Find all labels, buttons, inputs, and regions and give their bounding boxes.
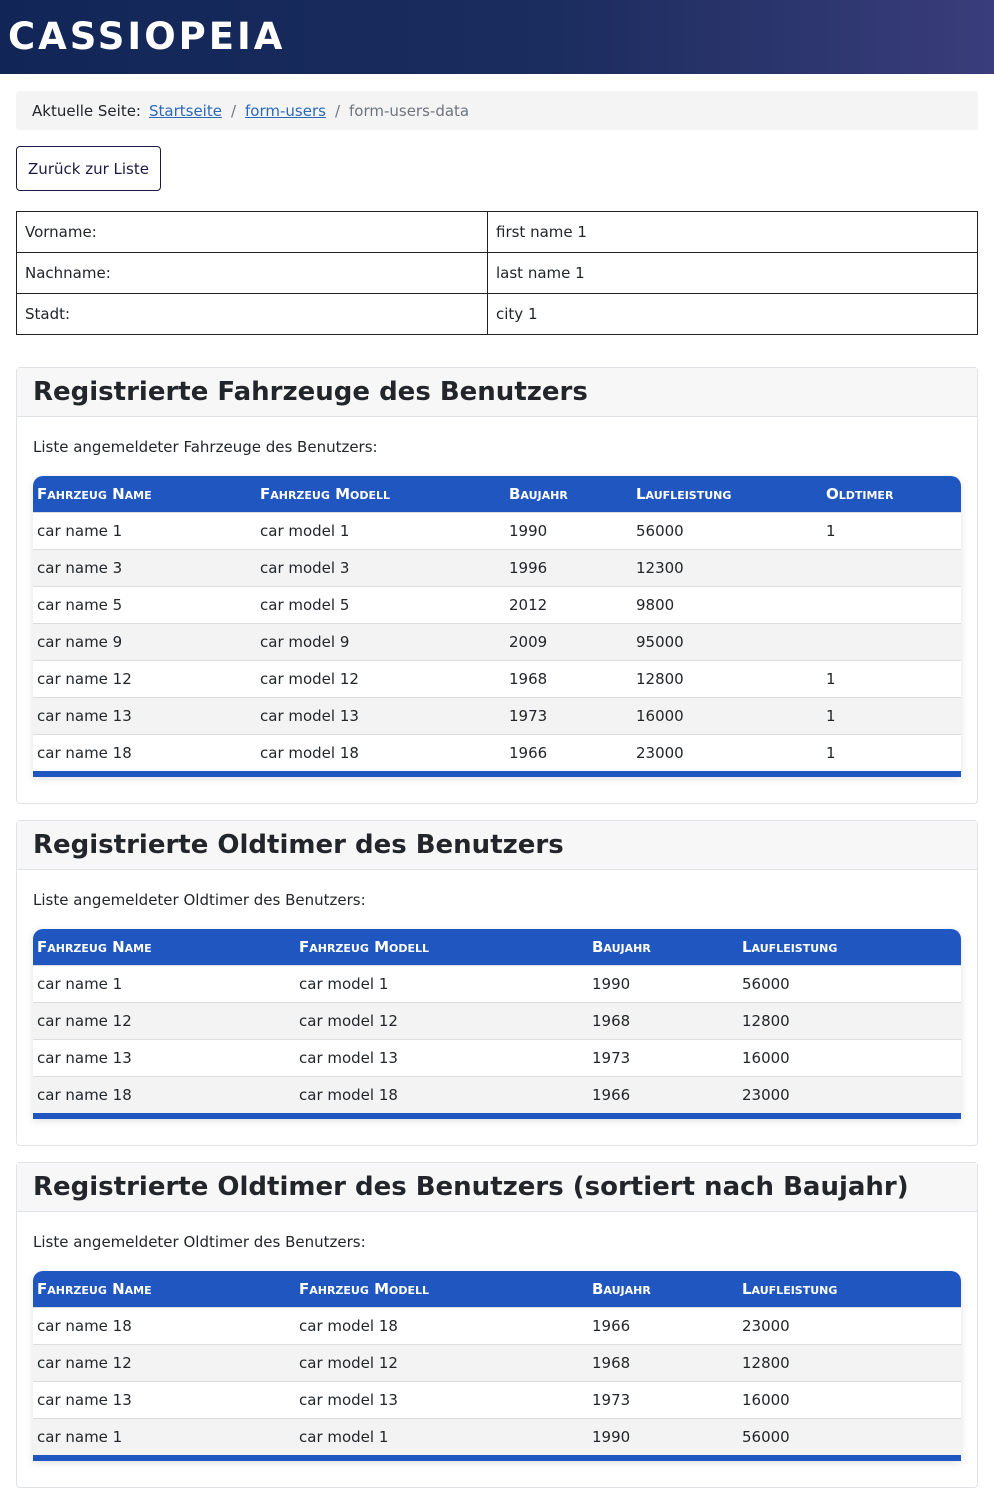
table-cell: car model 13 (295, 1381, 588, 1418)
breadcrumb-label: Aktuelle Seite: (32, 101, 141, 120)
site-header (0, 0, 994, 74)
table-cell: car name 13 (33, 1381, 295, 1418)
user-info-row (17, 212, 978, 253)
card-description: Liste angemeldeter Oldtimer des Benutzers: (33, 891, 366, 909)
table-cell: car name 18 (33, 1307, 295, 1344)
table-cell: 1968 (588, 1002, 738, 1039)
user-info-key: Nachname: (17, 253, 488, 294)
oldtimer-table (33, 929, 961, 1113)
table-cell: 12800 (632, 660, 822, 697)
table-cell: car model 13 (256, 697, 505, 734)
table-row (33, 1381, 961, 1418)
table-cell: car name 18 (33, 734, 256, 771)
column-header: Baujahr (588, 1271, 738, 1307)
table-row (33, 660, 961, 697)
table-row (33, 586, 961, 623)
table-cell: car name 12 (33, 1344, 295, 1381)
card-description: Liste angemeldeter Fahrzeuge des Benutzers: (33, 438, 378, 456)
table-cell (822, 586, 961, 623)
table-cell: car name 5 (33, 586, 256, 623)
table-cell: car model 1 (256, 512, 505, 549)
column-header: Baujahr (505, 476, 632, 512)
table-cell: car model 18 (256, 734, 505, 771)
oldtimer-sorted-table (33, 1271, 961, 1455)
column-header: Laufleistung (738, 1271, 961, 1307)
table-cell: 1966 (505, 734, 632, 771)
column-header: Fahrzeug Modell (256, 476, 505, 512)
table-cell: car model 18 (295, 1307, 588, 1344)
table-cell: car name 13 (33, 697, 256, 734)
table-cell: 56000 (738, 1418, 961, 1455)
table-cell: car model 12 (295, 1002, 588, 1039)
table-cell: 9800 (632, 586, 822, 623)
table-cell: car name 12 (33, 660, 256, 697)
column-header: Fahrzeug Name (33, 1271, 295, 1307)
table-row (33, 1002, 961, 1039)
column-header: Laufleistung (738, 929, 961, 965)
card-description: Liste angemeldeter Oldtimer des Benutzers: (33, 1233, 366, 1251)
table-header-row (33, 476, 961, 512)
table-cell: car model 12 (295, 1344, 588, 1381)
table-wrapper (33, 476, 961, 777)
table-cell: car model 12 (256, 660, 505, 697)
column-header: Baujahr (588, 929, 738, 965)
oldtimer-sorted-card (16, 1162, 978, 1488)
table-cell: 23000 (738, 1307, 961, 1344)
card-header (17, 368, 977, 417)
column-header: Oldtimer (822, 476, 961, 512)
table-cell: car model 1 (295, 1418, 588, 1455)
user-info-value: first name 1 (488, 212, 978, 253)
user-info-key: Stadt: (17, 294, 488, 335)
table-row (33, 549, 961, 586)
card-title: Registrierte Oldtimer des Benutzers (33, 830, 564, 860)
table-row (33, 623, 961, 660)
table-cell: car name 3 (33, 549, 256, 586)
table-row (33, 1418, 961, 1455)
table-cell: car model 18 (295, 1076, 588, 1113)
breadcrumb-separator: / (230, 101, 237, 120)
table-cell: car model 3 (256, 549, 505, 586)
user-info-table (16, 211, 978, 335)
table-cell: 1 (822, 697, 961, 734)
table-cell: car name 13 (33, 1039, 295, 1076)
table-cell: 1990 (505, 512, 632, 549)
brand-logo[interactable]: CASSIOPEIA (8, 15, 286, 58)
breadcrumb-link-form-users[interactable]: form-users (245, 101, 326, 120)
table-cell: 2009 (505, 623, 632, 660)
table-row (33, 512, 961, 549)
table-row (33, 697, 961, 734)
card-title: Registrierte Oldtimer des Benutzers (sortiert nach Baujahr) (33, 1172, 909, 1202)
column-header: Fahrzeug Name (33, 929, 295, 965)
card-header (17, 821, 977, 870)
user-info-row (17, 253, 978, 294)
table-row (33, 1344, 961, 1381)
user-info-row (17, 294, 978, 335)
table-cell: 1973 (588, 1039, 738, 1076)
table-cell: 1 (822, 512, 961, 549)
table-cell: car model 5 (256, 586, 505, 623)
table-cell: 1 (822, 734, 961, 771)
table-cell: 1973 (588, 1381, 738, 1418)
table-row (33, 1039, 961, 1076)
table-row (33, 965, 961, 1002)
table-cell: 12800 (738, 1344, 961, 1381)
vehicles-card (16, 367, 978, 804)
table-cell: 95000 (632, 623, 822, 660)
table-cell: 1973 (505, 697, 632, 734)
table-cell: car name 1 (33, 965, 295, 1002)
table-cell: 1966 (588, 1307, 738, 1344)
table-cell: car name 9 (33, 623, 256, 660)
table-header-row (33, 1271, 961, 1307)
table-cell: 1990 (588, 965, 738, 1002)
table-cell: 2012 (505, 586, 632, 623)
user-info-key: Vorname: (17, 212, 488, 253)
table-cell: car model 13 (295, 1039, 588, 1076)
table-cell: 12300 (632, 549, 822, 586)
table-cell: car name 1 (33, 1418, 295, 1455)
table-cell: car model 1 (295, 965, 588, 1002)
table-cell: car name 12 (33, 1002, 295, 1039)
card-body (17, 870, 977, 1145)
table-cell: 16000 (632, 697, 822, 734)
table-row (33, 734, 961, 771)
table-cell: 23000 (738, 1076, 961, 1113)
breadcrumb-link-home[interactable]: Startseite (148, 101, 222, 120)
table-cell: 23000 (632, 734, 822, 771)
table-cell: 1968 (588, 1344, 738, 1381)
table-cell: 16000 (738, 1039, 961, 1076)
card-header (17, 1163, 977, 1212)
table-row (33, 1076, 961, 1113)
table-wrapper (33, 1271, 961, 1461)
user-info-value: last name 1 (488, 253, 978, 294)
table-cell (822, 549, 961, 586)
table-cell: 12800 (738, 1002, 961, 1039)
table-wrapper (33, 929, 961, 1119)
oldtimer-card (16, 820, 978, 1146)
table-cell: 1966 (588, 1076, 738, 1113)
table-cell: 1968 (505, 660, 632, 697)
table-cell: 56000 (632, 512, 822, 549)
table-cell: 16000 (738, 1381, 961, 1418)
breadcrumb-current: form-users-data (349, 101, 470, 120)
breadcrumb-separator: / (334, 101, 340, 120)
card-body (17, 417, 977, 803)
table-cell: 1 (822, 660, 961, 697)
table-row (33, 1307, 961, 1344)
table-cell: 1990 (588, 1418, 738, 1455)
column-header: Fahrzeug Name (33, 476, 256, 512)
table-header-row (33, 929, 961, 965)
column-header: Fahrzeug Modell (295, 1271, 588, 1307)
table-cell (822, 623, 961, 660)
vehicles-table (33, 476, 961, 771)
table-cell: car model 9 (256, 623, 505, 660)
table-cell: car name 1 (33, 512, 256, 549)
card-body (17, 1212, 977, 1487)
table-cell: car name 18 (33, 1076, 295, 1113)
breadcrumb (16, 91, 978, 130)
table-cell: 56000 (738, 965, 961, 1002)
back-to-list-button[interactable]: Zurück zur Liste (16, 146, 161, 191)
card-title: Registrierte Fahrzeuge des Benutzers (33, 377, 588, 407)
table-cell: 1996 (505, 549, 632, 586)
user-info-value: city 1 (488, 294, 978, 335)
column-header: Fahrzeug Modell (295, 929, 588, 965)
column-header: Laufleistung (632, 476, 822, 512)
